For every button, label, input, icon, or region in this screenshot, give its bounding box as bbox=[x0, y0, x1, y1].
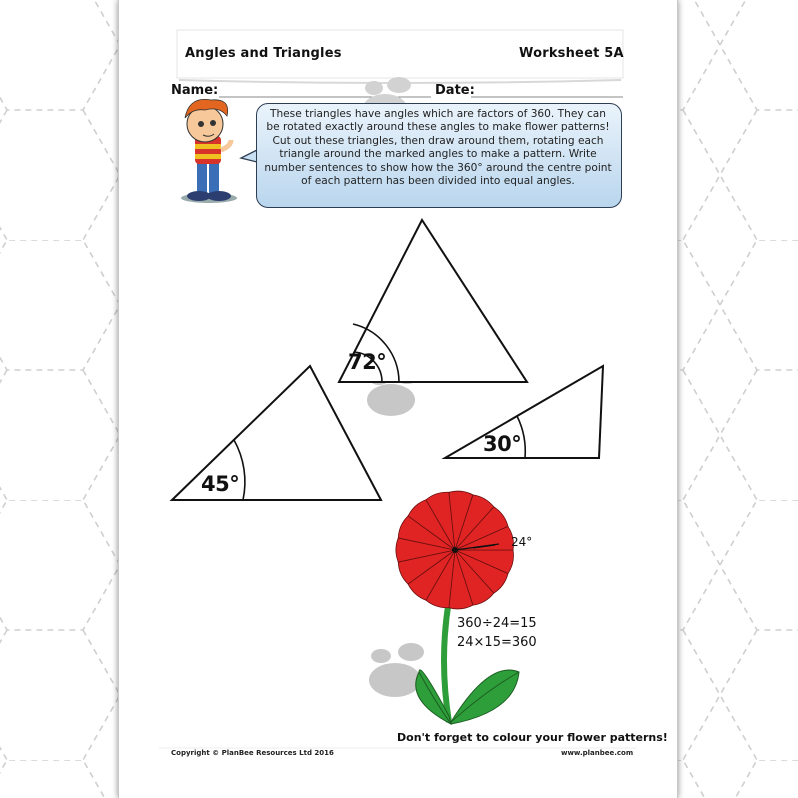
angle-label-72: 72° bbox=[348, 350, 387, 374]
website-text: www.planbee.com bbox=[561, 749, 634, 757]
instruction-line: be rotated exactly around these angles to make flower patterns! bbox=[266, 121, 610, 134]
worksheet-page bbox=[118, 0, 678, 798]
copyright-text: Copyright © PlanBee Resources Ltd 2016 bbox=[171, 749, 334, 757]
instruction-line: of each pattern has been divided into equal angles. bbox=[301, 175, 575, 188]
worksheet-title: Angles and Triangles bbox=[185, 46, 342, 61]
name-label: Name: bbox=[171, 83, 219, 98]
boy-character-icon bbox=[181, 99, 237, 203]
date-label: Date: bbox=[435, 83, 475, 98]
angle-label-45: 45° bbox=[201, 472, 240, 496]
instruction-line: These triangles have angles which are factors of 360. They can bbox=[269, 108, 607, 120]
instructions-text bbox=[261, 108, 615, 188]
flower-equation-multiplication: 24×15=360 bbox=[457, 635, 537, 650]
instruction-line: Cut out these triangles, then draw around them, rotating each bbox=[272, 134, 604, 147]
worksheet-number: Worksheet 5A bbox=[519, 46, 624, 61]
angle-label-30: 30° bbox=[483, 432, 522, 456]
petal-angle-label: 24° bbox=[511, 535, 533, 549]
flower-equation-division: 360÷24=15 bbox=[457, 616, 537, 631]
instruction-line: number sentences to show how the 360° around the centre point bbox=[264, 161, 612, 174]
instruction-line: triangle around the marked angles to make a pattern. Write bbox=[279, 148, 597, 161]
colour-reminder: Don't forget to colour your flower patterns! bbox=[397, 731, 668, 744]
